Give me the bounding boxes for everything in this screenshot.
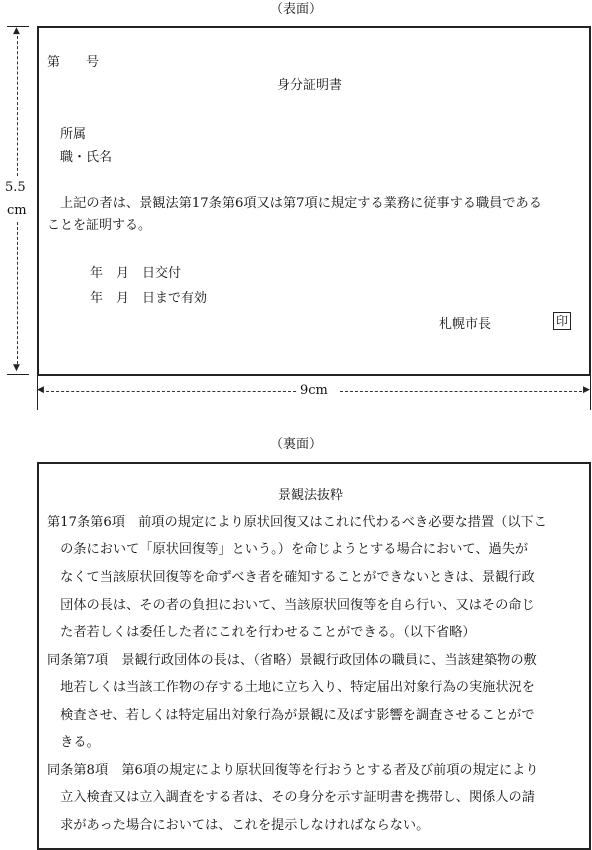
- law-line: なくて当該原状回復等を命ずべき者を確知することができないときは、景観行政: [47, 570, 535, 585]
- valid-until-date: 年 月 日まで有効: [90, 291, 208, 306]
- law-line: 地若しくは当該工作物の存する土地に立ち入り、特定届出対象行為の実施状況を: [47, 680, 535, 695]
- number-line: 第 号: [47, 55, 100, 70]
- height-label-unit: cm: [7, 203, 27, 218]
- certification-text-line2: ことを証明する。: [47, 218, 152, 233]
- law-line: 求があった場合においては、これを提示しなければならない。: [47, 818, 430, 833]
- width-dimension-line-left: [46, 391, 296, 392]
- down-arrow-icon: ▼: [13, 363, 20, 373]
- law-line: 団体の長は、その者の負担において、当該原状回復等を自ら行い、又はその命じ: [47, 598, 535, 613]
- back-caption: （裏面）: [270, 437, 323, 452]
- certification-text-line1: 上記の者は、景観法第17条第6項又は第7項に規定する業務に従事する職員である: [60, 196, 542, 211]
- law-line: きる。: [47, 735, 100, 750]
- law-line: の条において「原状回復等」という。）を命じようとする場合において、過失が: [47, 542, 529, 557]
- width-label: 9cm: [300, 383, 328, 398]
- right-arrow-icon: ▶: [583, 385, 590, 395]
- height-bottom-tick: [7, 374, 29, 375]
- law-line: 検査させ、若しくは特定届出対象行為が景観に及ぼす影響を調査させることがで: [47, 708, 535, 723]
- height-label-number: 5.5: [5, 180, 26, 195]
- law-line: た者若しくは委任した者にこれを行わせることができる。（以下省略）: [47, 625, 476, 640]
- law-line: 第17条第6項 前項の規定により原状回復又はこれに代わるべき必要な措置（以下こ: [47, 515, 547, 530]
- issuer: 札幌市長: [439, 317, 492, 332]
- seal-stamp: 印: [553, 312, 571, 330]
- law-line: 立入検査又は立入調査をする者は、その身分を示す証明書を携帯し、関係人の請: [47, 790, 535, 805]
- affiliation-label: 所属: [60, 127, 87, 142]
- card-title: 身分証明書: [277, 78, 343, 93]
- up-arrow-icon: ▲: [13, 26, 20, 36]
- width-dimension-line-right: [340, 391, 582, 392]
- width-right-tick: [590, 376, 591, 410]
- law-line: 同条第8項 第6項の規定により原状回復等を行おうとする者及び前項の規定により: [47, 763, 539, 778]
- left-arrow-icon: ◀: [37, 385, 44, 395]
- law-line: 同条第7項 景観行政団体の長は、（省略）景観行政団体の職員に、当該建築物の敷: [47, 653, 537, 668]
- front-caption: （表面）: [270, 2, 323, 17]
- position-name-label: 職・氏名: [60, 150, 113, 165]
- issue-date: 年 月 日交付: [90, 266, 182, 281]
- height-dimension-line-top: [17, 36, 18, 176]
- back-title: 景観法抜粋: [278, 488, 344, 503]
- height-dimension-line-bottom: [17, 222, 18, 364]
